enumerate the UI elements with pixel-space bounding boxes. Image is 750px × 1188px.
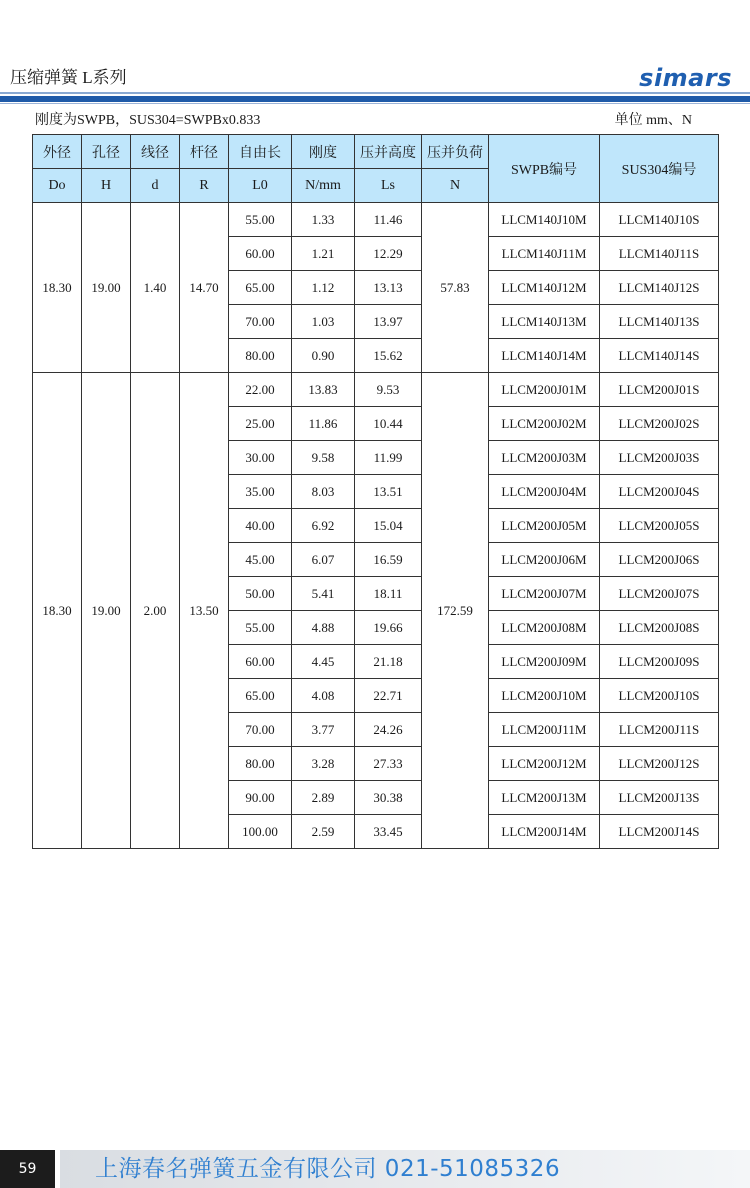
cell-stiffness: 9.58 <box>292 441 355 475</box>
col-header-rod-diameter: 杆径 <box>180 135 229 169</box>
cell-stiffness: 2.59 <box>292 815 355 849</box>
cell-solid-height: 12.29 <box>355 237 422 271</box>
table-row <box>33 203 719 237</box>
cell-solid-height: 11.46 <box>355 203 422 237</box>
cell-free-length: 60.00 <box>229 645 292 679</box>
cell-stiffness: 6.92 <box>292 509 355 543</box>
col-header-outer-diameter: 外径 <box>33 135 82 169</box>
cell-free-length: 65.00 <box>229 271 292 305</box>
cell-stiffness: 4.88 <box>292 611 355 645</box>
cell-swpb-code: LLCM140J11M <box>489 237 600 271</box>
cell-swpb-code: LLCM140J10M <box>489 203 600 237</box>
cell-free-length: 50.00 <box>229 577 292 611</box>
cell-solid-height: 33.45 <box>355 815 422 849</box>
col-header-sus304-code: SUS304编号 <box>600 135 719 203</box>
cell-free-length: 70.00 <box>229 713 292 747</box>
cell-rod-diameter: 14.70 <box>180 203 229 373</box>
col-symbol-stiffness-unit: N/mm <box>292 169 355 203</box>
cell-free-length: 22.00 <box>229 373 292 407</box>
cell-stiffness: 5.41 <box>292 577 355 611</box>
cell-outer-diameter: 18.30 <box>33 373 82 849</box>
col-symbol-h: H <box>82 169 131 203</box>
cell-stiffness: 8.03 <box>292 475 355 509</box>
cell-sus304-code: LLCM200J14S <box>600 815 719 849</box>
cell-free-length: 30.00 <box>229 441 292 475</box>
company-contact: 上海春名弹簧五金有限公司 021-51085326 <box>95 1156 561 1182</box>
cell-wire-diameter: 2.00 <box>131 373 180 849</box>
cell-solid-height: 9.53 <box>355 373 422 407</box>
cell-stiffness: 11.86 <box>292 407 355 441</box>
cell-sus304-code: LLCM200J04S <box>600 475 719 509</box>
col-symbol-r: R <box>180 169 229 203</box>
cell-sus304-code: LLCM200J02S <box>600 407 719 441</box>
brand-logo: simars <box>639 64 732 92</box>
cell-free-length: 40.00 <box>229 509 292 543</box>
cell-stiffness: 3.77 <box>292 713 355 747</box>
cell-solid-height: 24.26 <box>355 713 422 747</box>
page-footer <box>0 1150 750 1188</box>
cell-swpb-code: LLCM140J14M <box>489 339 600 373</box>
cell-solid-height: 11.99 <box>355 441 422 475</box>
cell-sus304-code: LLCM200J05S <box>600 509 719 543</box>
cell-solid-height: 16.59 <box>355 543 422 577</box>
spring-spec-table <box>32 134 719 849</box>
cell-sus304-code: LLCM140J13S <box>600 305 719 339</box>
cell-sus304-code: LLCM200J01S <box>600 373 719 407</box>
cell-stiffness: 0.90 <box>292 339 355 373</box>
cell-free-length: 25.00 <box>229 407 292 441</box>
cell-swpb-code: LLCM200J13M <box>489 781 600 815</box>
cell-solid-height: 22.71 <box>355 679 422 713</box>
cell-stiffness: 3.28 <box>292 747 355 781</box>
cell-swpb-code: LLCM200J01M <box>489 373 600 407</box>
cell-swpb-code: LLCM200J10M <box>489 679 600 713</box>
cell-solid-height: 13.13 <box>355 271 422 305</box>
col-header-wire-diameter: 线径 <box>131 135 180 169</box>
cell-sus304-code: LLCM140J12S <box>600 271 719 305</box>
header-row-labels <box>33 135 719 169</box>
cell-solid-height: 15.04 <box>355 509 422 543</box>
cell-free-length: 70.00 <box>229 305 292 339</box>
col-symbol-do: Do <box>33 169 82 203</box>
cell-outer-diameter: 18.30 <box>33 203 82 373</box>
cell-sus304-code: LLCM140J10S <box>600 203 719 237</box>
cell-stiffness: 4.08 <box>292 679 355 713</box>
unit-note: 单位 mm、N <box>614 113 692 128</box>
cell-free-length: 100.00 <box>229 815 292 849</box>
cell-solid-load: 172.59 <box>422 373 489 849</box>
page-number: 59 <box>0 1150 55 1188</box>
col-symbol-load-unit: N <box>422 169 489 203</box>
cell-free-length: 55.00 <box>229 203 292 237</box>
cell-stiffness: 1.21 <box>292 237 355 271</box>
cell-sus304-code: LLCM200J09S <box>600 645 719 679</box>
cell-swpb-code: LLCM200J06M <box>489 543 600 577</box>
cell-stiffness: 2.89 <box>292 781 355 815</box>
cell-solid-height: 21.18 <box>355 645 422 679</box>
cell-free-length: 90.00 <box>229 781 292 815</box>
cell-solid-height: 27.33 <box>355 747 422 781</box>
cell-sus304-code: LLCM200J10S <box>600 679 719 713</box>
cell-free-length: 35.00 <box>229 475 292 509</box>
cell-solid-height: 18.11 <box>355 577 422 611</box>
cell-solid-height: 30.38 <box>355 781 422 815</box>
cell-free-length: 65.00 <box>229 679 292 713</box>
cell-sus304-code: LLCM200J07S <box>600 577 719 611</box>
header-divider-bottom <box>0 103 750 104</box>
cell-swpb-code: LLCM200J02M <box>489 407 600 441</box>
cell-swpb-code: LLCM200J09M <box>489 645 600 679</box>
cell-rod-diameter: 13.50 <box>180 373 229 849</box>
header-divider-thin <box>0 92 750 94</box>
cell-sus304-code: LLCM140J11S <box>600 237 719 271</box>
cell-solid-height: 10.44 <box>355 407 422 441</box>
cell-solid-height: 15.62 <box>355 339 422 373</box>
cell-sus304-code: LLCM200J12S <box>600 747 719 781</box>
cell-sus304-code: LLCM200J11S <box>600 713 719 747</box>
cell-free-length: 60.00 <box>229 237 292 271</box>
cell-solid-load: 57.83 <box>422 203 489 373</box>
cell-swpb-code: LLCM200J08M <box>489 611 600 645</box>
cell-solid-height: 19.66 <box>355 611 422 645</box>
cell-swpb-code: LLCM200J11M <box>489 713 600 747</box>
cell-stiffness: 6.07 <box>292 543 355 577</box>
cell-swpb-code: LLCM200J12M <box>489 747 600 781</box>
cell-stiffness: 1.33 <box>292 203 355 237</box>
cell-solid-height: 13.97 <box>355 305 422 339</box>
cell-stiffness: 13.83 <box>292 373 355 407</box>
cell-swpb-code: LLCM200J04M <box>489 475 600 509</box>
header-divider-bar <box>0 96 750 102</box>
cell-stiffness: 4.45 <box>292 645 355 679</box>
cell-hole-diameter: 19.00 <box>82 373 131 849</box>
col-symbol-ls: Ls <box>355 169 422 203</box>
stiffness-note: 刚度为SWPB，SUS304=SWPBx0.833 <box>35 113 261 128</box>
cell-solid-height: 13.51 <box>355 475 422 509</box>
cell-stiffness: 1.03 <box>292 305 355 339</box>
cell-sus304-code: LLCM200J06S <box>600 543 719 577</box>
cell-sus304-code: LLCM200J03S <box>600 441 719 475</box>
col-header-swpb-code: SWPB编号 <box>489 135 600 203</box>
cell-swpb-code: LLCM140J13M <box>489 305 600 339</box>
col-header-solid-load: 压并负荷 <box>422 135 489 169</box>
cell-hole-diameter: 19.00 <box>82 203 131 373</box>
table-row <box>33 373 719 407</box>
col-header-hole-diameter: 孔径 <box>82 135 131 169</box>
cell-swpb-code: LLCM200J14M <box>489 815 600 849</box>
cell-free-length: 80.00 <box>229 339 292 373</box>
cell-swpb-code: LLCM200J07M <box>489 577 600 611</box>
cell-sus304-code: LLCM200J13S <box>600 781 719 815</box>
spec-table-body <box>33 203 719 849</box>
col-header-stiffness: 刚度 <box>292 135 355 169</box>
cell-sus304-code: LLCM140J14S <box>600 339 719 373</box>
col-header-free-length: 自由长 <box>229 135 292 169</box>
cell-free-length: 45.00 <box>229 543 292 577</box>
col-symbol-d: d <box>131 169 180 203</box>
page-title: 压缩弹簧 L系列 <box>10 68 127 87</box>
col-header-solid-height: 压并高度 <box>355 135 422 169</box>
cell-free-length: 80.00 <box>229 747 292 781</box>
col-symbol-l0: L0 <box>229 169 292 203</box>
cell-stiffness: 1.12 <box>292 271 355 305</box>
cell-wire-diameter: 1.40 <box>131 203 180 373</box>
cell-swpb-code: LLCM200J05M <box>489 509 600 543</box>
cell-sus304-code: LLCM200J08S <box>600 611 719 645</box>
cell-free-length: 55.00 <box>229 611 292 645</box>
cell-swpb-code: LLCM200J03M <box>489 441 600 475</box>
cell-swpb-code: LLCM140J12M <box>489 271 600 305</box>
